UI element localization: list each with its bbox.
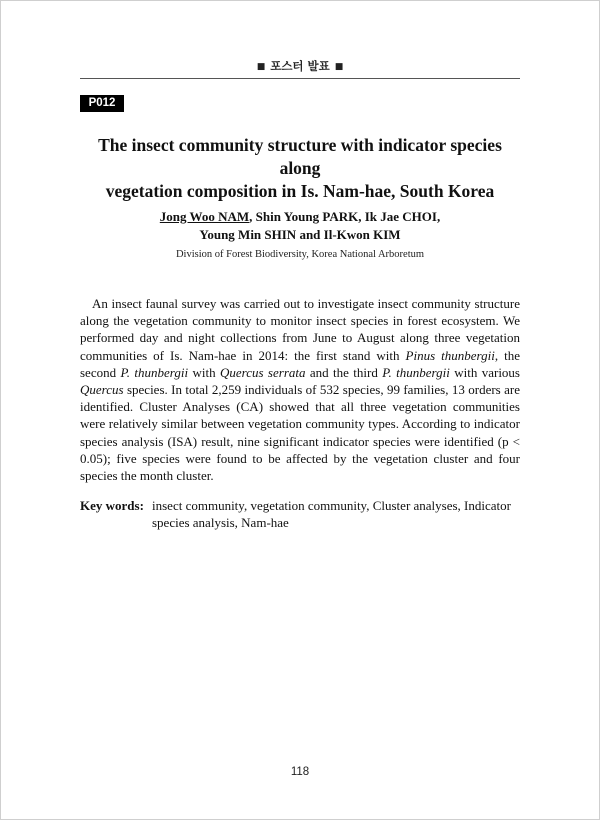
abstract-text: species. In total 2,259 individuals of 532 species, 99 families, 13 orders are identified. Cluster Analyses (CA) showed that all three vegetation communities were relatively similar between vegetation community types. According to indicator species analysis (ISA) result, nine significant indicator species were identified (p < 0.05); five species were found to be affected by the vegetation cluster and four species the month cluster. bbox=[80, 382, 520, 484]
author-line-1 bbox=[80, 208, 520, 226]
abstract-text: with various bbox=[449, 364, 520, 380]
square-bullet-icon: ■ bbox=[334, 62, 344, 72]
abstract-body bbox=[80, 295, 520, 484]
abstract-text: and the third bbox=[305, 364, 383, 380]
keywords-block bbox=[80, 497, 520, 531]
co-authors-1: , Shin Young PARK, Ik Jae CHOI, bbox=[249, 209, 441, 224]
title-line-1: The insect community structure with indicator species along bbox=[98, 135, 502, 178]
header-rule bbox=[80, 78, 520, 79]
species-name: Pinus thunbergii bbox=[405, 347, 495, 363]
section-header bbox=[80, 58, 520, 74]
paper-title bbox=[80, 134, 520, 203]
species-name: P. thunbergii bbox=[120, 364, 189, 380]
abstract-text: , the second bbox=[80, 347, 520, 380]
species-name: P. thunbergii bbox=[382, 364, 450, 380]
author-list bbox=[80, 208, 520, 244]
presenting-author: Jong Woo NAM bbox=[159, 209, 250, 224]
page-number: 118 bbox=[290, 766, 310, 778]
abstract-text: An insect faunal survey was carried out to investigate insect community structure along the vegetation community to monitor insect species in forest ecosystem. We performed day and night collections from June to August along three vegetation communities of Is. Nam-hae in 2014: the first stand with bbox=[80, 296, 520, 363]
affiliation: Division of Forest Biodiversity, Korea National Arboretum bbox=[175, 249, 425, 260]
species-name: Quercus serrata bbox=[219, 364, 306, 380]
keywords-text: insect community, vegetation community, Cluster analyses, Indicator species analysis, Nam-hae bbox=[152, 498, 511, 531]
keywords-label: Key words: bbox=[80, 498, 144, 513]
title-line-2: vegetation composition in Is. Nam-hae, South Korea bbox=[105, 181, 495, 201]
section-title: 포스터 발표 bbox=[270, 59, 330, 73]
abstract-text: with bbox=[188, 364, 220, 380]
author-line-2: Young Min SHIN and Il-Kwon KIM bbox=[199, 227, 401, 242]
square-bullet-icon: ■ bbox=[256, 62, 266, 72]
species-name: Quercus bbox=[80, 382, 124, 398]
poster-id-badge: P012 bbox=[80, 95, 124, 112]
